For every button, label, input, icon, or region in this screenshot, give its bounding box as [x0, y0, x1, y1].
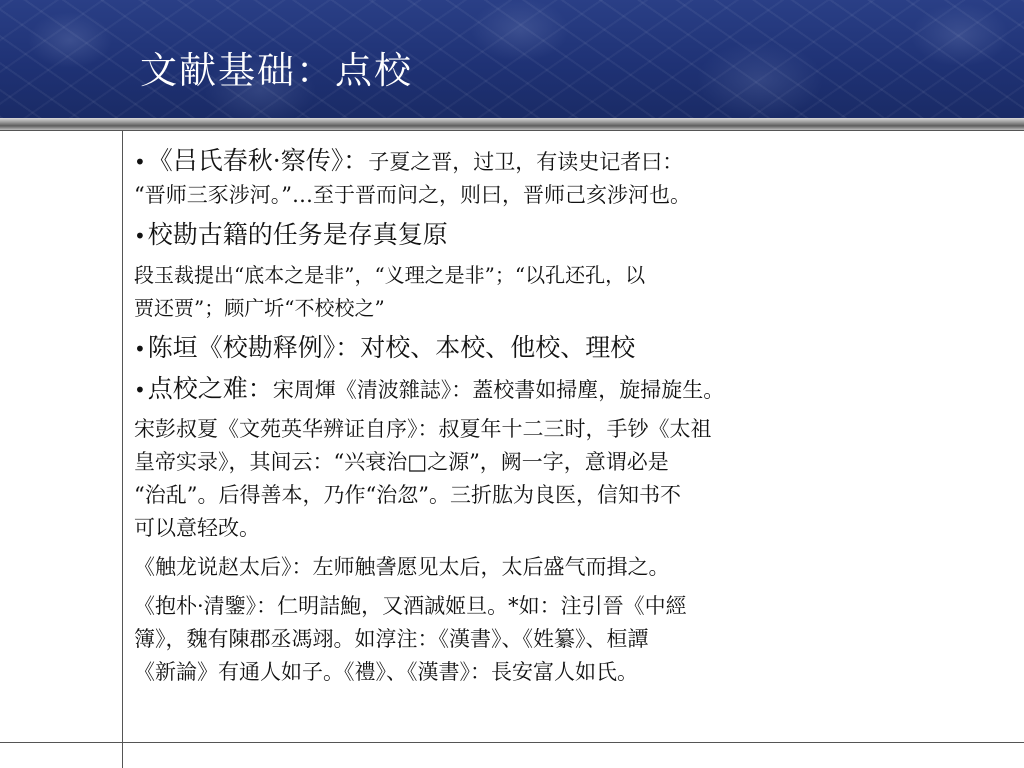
title-divider [0, 118, 1024, 130]
bullet-chen-yuan [134, 331, 1014, 366]
bullet-marker: • [134, 378, 146, 402]
baopuzi-line1: 《抱朴·清鑒》：仁明詰鮑，又酒誠姬旦。*如：注引晉《中經 [134, 594, 687, 618]
slide-title: 文献基础：点校 [140, 49, 413, 92]
bullet-body-text: 子夏之晋，过卫，有读史记者曰： [368, 150, 684, 174]
duan-yucai-line1: 段玉裁提出“底本之是非”，“义理之是非”；“以孔还孔，以 [134, 263, 646, 287]
bullet-lushi-chunqiu [134, 144, 1014, 179]
bullet-collation-task [134, 218, 1014, 253]
bullet-marker: • [134, 224, 146, 248]
frame-top-line [0, 130, 1024, 131]
peng-shuxia-line1: 宋彭叔夏《文苑英华辨证自序》：叔夏年十二三时，手钞《太祖 [134, 417, 712, 441]
frame-left-line [122, 130, 123, 768]
duan-yucai-line2: 贾还贾”；顾广圻“不校校之” [134, 296, 385, 320]
baopuzi-line2: 簿》，魏有陳郡丞馮翊。如淳注：《漢書》、《姓纂》、桓譚 [134, 627, 649, 651]
slide-body [134, 144, 1014, 689]
bullet-lead-text: 点校之难： [147, 374, 273, 403]
bullet-difficulty [134, 372, 1014, 407]
bullet-lead-text: 《吕氏春秋·察传》： [147, 146, 369, 175]
bullet-text: 陈垣《校勘释例》：对校、本校、他校、理校 [147, 333, 636, 362]
bullet-text: 校勘古籍的任务是存真复原 [147, 220, 448, 249]
peng-shuxia-line3: “治乱”。后得善本，乃作“治忽”。三折肱为良医，信知书不 [134, 483, 681, 507]
title-banner [0, 0, 1024, 118]
peng-shuxia-line2: 皇帝实录》，其间云：“兴衰治□之源”，阙一字，意谓必是 [134, 450, 669, 474]
bullet-body-text: 宋周煇《清波雜誌》：蓋校書如掃塵，旋掃旋生。 [272, 378, 725, 402]
frame-bottom-line [0, 742, 1024, 743]
peng-shuxia-line4: 可以意轻改。 [134, 516, 260, 540]
chulong-line: 《触龙说赵太后》：左师触詟愿见太后，太后盛气而揖之。 [134, 555, 670, 579]
bullet-marker: • [134, 337, 146, 361]
bullet-marker: • [134, 150, 146, 174]
bullet-lushi-chunqiu-cont: “晋师三豕涉河。”…至于晋而问之，则曰，晋师己亥涉河也。 [134, 183, 691, 207]
baopuzi-line3: 《新論》有通人如子。《禮》、《漢書》：長安富人如氏。 [134, 660, 638, 684]
